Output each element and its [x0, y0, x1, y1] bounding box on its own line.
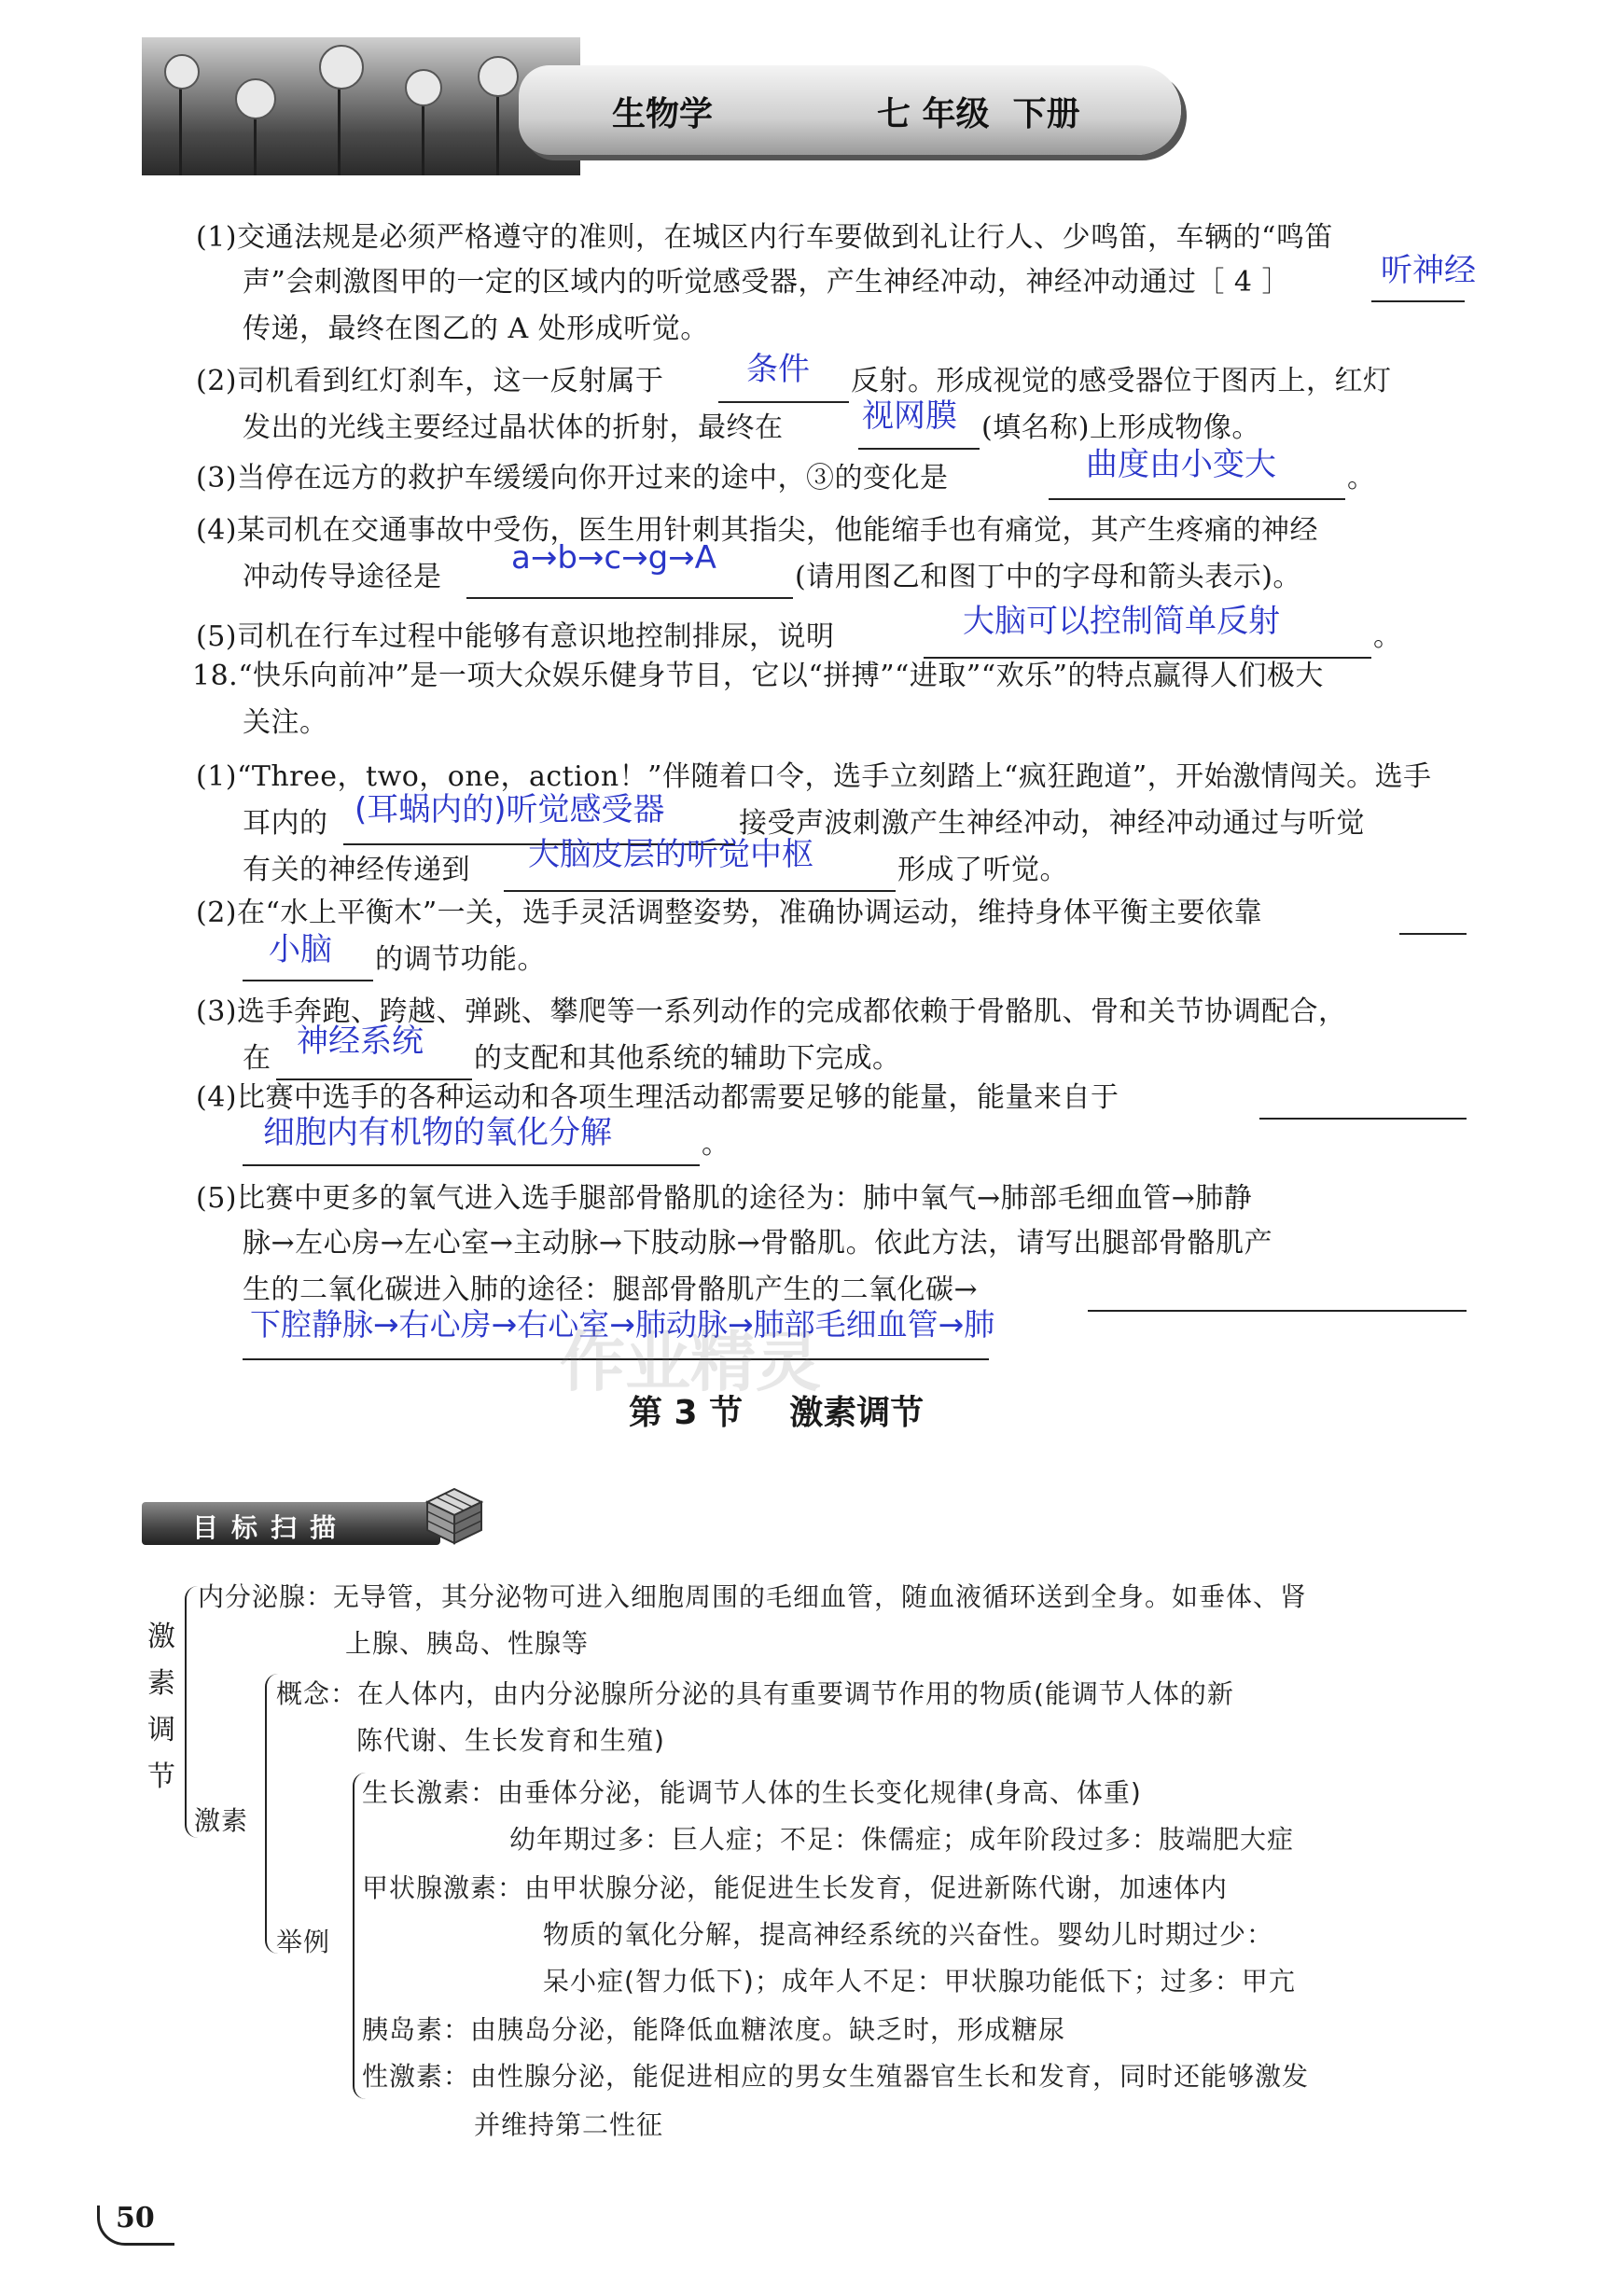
q18-p1-answer2: 大脑皮层的听觉中枢 [528, 836, 813, 873]
q18-p4-answer: 细胞内有机物的氧化分解 [263, 1114, 612, 1151]
q18-p2-line2: 的调节功能。 [375, 943, 546, 976]
q17-p1-answer: 听神经 [1381, 252, 1476, 289]
header-grade: 七 年级 下册 [877, 95, 1080, 133]
q17-p1-line1: (1)交通法规是必须严格遵守的准则，在城区内行车要做到礼让行人、少鸣笛，车辆的“鸣笛 [196, 221, 1333, 254]
q18-p1-answer1: (耳蜗内的)听觉感受器 [355, 791, 665, 828]
answer-blank [1088, 1310, 1467, 1312]
q17-p3-line: (3)当停在远方的救护车缓缓向你开过来的途中，③的变化是 [196, 462, 949, 494]
answer-blank [243, 980, 373, 981]
outline-endocrine-line2: 上腺、胰岛、性腺等 [345, 1628, 590, 1659]
q17-p3-end: 。 [1347, 462, 1376, 494]
outline-examples: 举例 [276, 1927, 331, 1957]
q18-p1-line2a: 耳内的 [243, 807, 328, 840]
q18-p3-line1: (3)选手奔跑、跨越、弹跳、攀爬等一系列动作的完成都依赖于骨骼肌、骨和关节协调配合， [196, 995, 1347, 1028]
rubiks-cube-icon [424, 1485, 485, 1547]
q18-p4-line1: (4)比赛中选手的各种运动和各项生理活动都需要足够的能量，能量来自于 [196, 1081, 1119, 1114]
objective-scan-label: 目标扫描 [192, 1512, 350, 1543]
outline-concept-line1: 概念：在人体内，由内分泌腺所分泌的具有重要调节作用的物质(能调节人体的新 [276, 1678, 1234, 1709]
q18-p5-line2: 脉→左心房→左心室→主动脉→下肢动脉→骨骼肌。依此方法，请写出腿部骨骼肌产 [243, 1227, 1273, 1259]
q17-p5-end: 。 [1373, 620, 1402, 653]
q18-p1-line3a: 有关的神经传递到 [243, 854, 470, 886]
q17-p4-line1: (4)某司机在交通事故中受伤，医生用针刺其指尖，他能缩手也有痛觉，其产生疼痛的神经 [196, 514, 1318, 547]
watermark: 作业精灵 [560, 1324, 821, 1400]
header-subject: 生物学 [612, 95, 714, 133]
page-number: 50 [116, 2202, 155, 2234]
outline-root: 激 素 调 节 [147, 1621, 175, 1793]
q17-p2-answer1: 条件 [746, 351, 810, 388]
q17-p1-line3: 传递，最终在图乙的 A 处形成听觉。 [243, 313, 709, 345]
q17-p3-answer: 曲度由小变大 [1086, 446, 1276, 483]
outline-hormone: 激素 [194, 1805, 249, 1836]
q17-p2-answer2: 视网膜 [862, 397, 957, 435]
answer-blank [466, 597, 793, 599]
q17-p2-line1a: (2)司机看到红灯刹车，这一反射属于 [196, 365, 664, 397]
answer-blank [1259, 1118, 1467, 1120]
outline-concept-line2: 陈代谢、生长发育和生殖) [356, 1725, 665, 1756]
q18-p3-line2a: 在 [243, 1042, 271, 1075]
answer-blank [1371, 300, 1465, 302]
q17-p4-line2b: (请用图乙和图丁中的字母和箭头表示)。 [795, 561, 1301, 593]
q18-intro-line1: 18.“快乐向前冲”是一项大众娱乐健身节目，它以“拼搏”“进取”“欢乐”的特点赢得人们极大 [192, 660, 1324, 692]
q17-p4-line2a: 冲动传导途径是 [243, 561, 442, 593]
header-photo [142, 37, 580, 175]
hormone-brace [265, 1674, 278, 1954]
q17-p4-answer: a→b→c→g→A [511, 539, 716, 577]
q18-p5-answer: 下腔静脉→右心房→右心室→肺动脉→肺部毛细血管→肺 [250, 1306, 995, 1343]
q18-p1-line2b: 接受声波刺激产生神经冲动，神经冲动通过与听觉 [739, 807, 1365, 840]
q17-p2-line1b: 反射。形成视觉的感受器位于图丙上，红灯 [851, 365, 1392, 397]
q18-p3-answer: 神经系统 [297, 1023, 424, 1060]
outline-th-line3: 呆小症(智力低下)；成年人不足：甲状腺功能低下；过多：甲亢 [543, 1966, 1296, 1997]
q18-p1-line1: (1)“Three，two，one，action！”伴随着口令，选手立刻踏上“疯狂跑道”，开始激情闯关。选手 [196, 760, 1432, 793]
q18-p3-line2b: 的支配和其他系统的辅助下完成。 [474, 1042, 901, 1075]
outline-endocrine-line1: 内分泌腺：无导管，其分泌物可进入细胞周围的毛细血管，随血液循环送到全身。如垂体、肾 [198, 1581, 1308, 1612]
outline-gh-line1: 生长激素：由垂体分泌，能调节人体的生长变化规律(身高、体重) [362, 1777, 1142, 1808]
q18-p2-line1: (2)在“水上平衡木”一关，选手灵活调整姿势，准确协调运动，维持身体平衡主要依靠 [196, 897, 1263, 929]
answer-blank [1049, 498, 1345, 500]
outline-sex-line2: 并维持第二性征 [474, 2109, 664, 2140]
q17-p2-line2b: (填名称)上形成物像。 [981, 411, 1260, 444]
q18-intro-line2: 关注。 [243, 706, 328, 739]
outline-th-line1: 甲状腺激素：由甲状腺分泌，能促进生长发育，促进新陈代谢，加速体内 [362, 1872, 1229, 1903]
outline-sex-line1: 性激素：由性腺分泌，能促进相应的男女生殖器官生长和发育，同时还能够激发 [362, 2061, 1310, 2092]
answer-blank [1399, 933, 1467, 935]
answer-blank [858, 448, 980, 450]
q18-p5-line1: (5)比赛中更多的氧气进入选手腿部骨骼肌的途径为：肺中氧气→肺部毛细血管→肺静 [196, 1182, 1253, 1215]
q17-p1-line2: 声”会刺激图甲的一定的区域内的听觉感受器，产生神经冲动，神经冲动通过［ 4 ］ [243, 266, 1290, 299]
outline-gh-line2: 幼年期过多：巨人症；不足：侏儒症；成年阶段过多：肢端肥大症 [509, 1824, 1295, 1855]
q18-p1-line3b: 形成了听觉。 [897, 854, 1068, 886]
examples-brace [353, 1773, 366, 2099]
q17-p5-answer: 大脑可以控制简单反射 [963, 603, 1280, 640]
answer-blank [243, 1164, 700, 1166]
section-title: 第 3 节 激素调节 [629, 1394, 925, 1432]
q17-p5-line: (5)司机在行车过程中能够有意识地控制排尿，说明 [196, 620, 835, 653]
q17-p2-line2a: 发出的光线主要经过晶状体的折射，最终在 [243, 411, 784, 444]
outline-insulin: 胰岛素：由胰岛分泌，能降低血糖浓度。缺乏时，形成糖尿 [362, 2014, 1066, 2045]
outline-th-line2: 物质的氧化分解，提高神经系统的兴奋性。婴幼儿时期过少： [543, 1919, 1274, 1950]
answer-blank [718, 401, 849, 403]
q18-p4-end: 。 [702, 1128, 730, 1161]
q18-p5-line3: 生的二氧化碳进入肺的途径：腿部骨骼肌产生的二氧化碳→ [243, 1273, 979, 1306]
q18-p2-answer: 小脑 [269, 931, 332, 968]
